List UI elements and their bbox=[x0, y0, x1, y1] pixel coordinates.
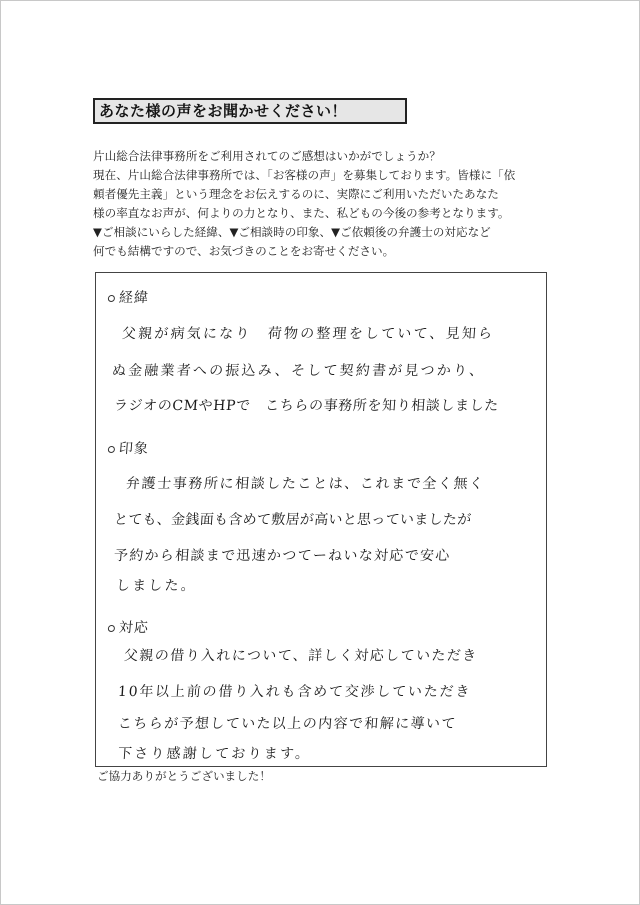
handwritten-line: 下さり感謝しております。 bbox=[117, 746, 312, 762]
handwritten-line: 予約から相談まで迅速かつてーねいな対応で安心 bbox=[113, 548, 452, 564]
bullet-icon bbox=[108, 446, 115, 453]
section-heading-response bbox=[107, 617, 149, 637]
handwritten-line: とても、金銭面も含めて敷居が高いと思っていましたが bbox=[113, 512, 472, 528]
intro-text bbox=[93, 147, 563, 261]
section-heading-background bbox=[107, 287, 149, 307]
intro-line: 様の率直なお声が、何よりの力となり、また、私どもの今後の参考となります。 bbox=[93, 206, 510, 220]
intro-line: ▼ご相談にいらした経緯、▼ご相談時の印象、▼ご依頼後の弁護士の対応など bbox=[93, 225, 491, 239]
intro-line: 頼者優先主義」という理念をお伝えするのに、実際にご利用いただいたあなた bbox=[93, 187, 499, 201]
section-heading-text: 対応 bbox=[118, 620, 150, 636]
section-heading-text: 経緯 bbox=[118, 290, 150, 306]
handwritten-line: ぬ金融業者への振込み、そして契約書が見つかり、 bbox=[111, 363, 486, 379]
intro-line: 片山総合法律事務所をご利用されてのご感想はいかがでしょうか？ bbox=[93, 149, 441, 163]
bullet-icon bbox=[108, 295, 115, 302]
page-title: あなた様の声をお聞かせください！ bbox=[93, 98, 407, 124]
handwritten-line: 弁護士事務所に相談したことは、これまで全く無く bbox=[125, 476, 486, 492]
section-heading-text: 印象 bbox=[118, 441, 150, 457]
handwritten-line: 10年以上前の借り入れも含めて交渉していただき bbox=[117, 684, 472, 700]
intro-line: 何でも結構ですので、お気づきのことをお寄せください。 bbox=[93, 244, 395, 258]
closing-message: ご協力ありがとうございました！ bbox=[97, 769, 271, 783]
handwritten-line: 父親が病気になり 荷物の整理をしていて、見知ら bbox=[121, 326, 495, 342]
handwritten-line: しました。 bbox=[115, 578, 198, 594]
section-heading-impression bbox=[107, 438, 149, 458]
handwritten-line: ラジオのCMやHPで こちらの事務所を知り相談しました bbox=[113, 398, 500, 414]
handwritten-answer-box bbox=[95, 272, 547, 767]
intro-line: 現在、片山総合法律事務所では、「お客様の声」を募集しております。皆様に「依 bbox=[93, 168, 516, 182]
handwritten-line: 父親の借り入れについて、詳しく対応していただき bbox=[123, 648, 479, 664]
bullet-icon bbox=[108, 625, 115, 632]
handwritten-line: こちらが予想していた以上の内容で和解に導いて bbox=[117, 716, 458, 732]
